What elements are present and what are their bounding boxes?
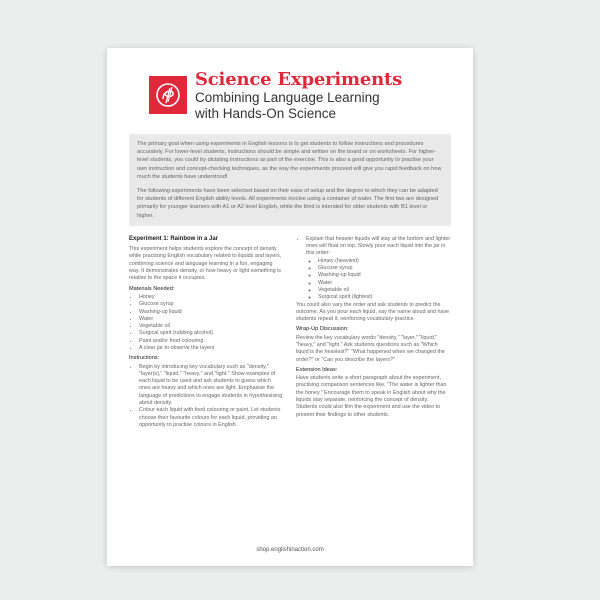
list-item: • Water — [139, 316, 284, 323]
list-item: ◦ Vegetable oil — [318, 287, 451, 294]
experiment-description: This experiment helps students explore the concept of density while practising English vocabulary related to liquids and layers, combining science and language learning in a fun, engaging way. It demonstrates density, or how heavy or light something is relative to the space it occupies. — [129, 246, 282, 282]
list-item: ◦ Washing-up liquid — [318, 272, 451, 279]
list-item: • Washing-up liquid — [139, 309, 284, 316]
page-subtitle-line-2: with Hands-On Science — [195, 106, 337, 121]
wrapup-heading: Wrap-Up Discussion: — [296, 326, 349, 333]
extension-text: Have students write a short paragraph about the experiment, practising comparison sentences like, "The water is lighter than the honey." Encourage them to speak in English about why the liquids stay separate, reinforcing the concept of density. Students could also film the experiment and use the video to present their findings to other students. — [296, 375, 447, 418]
header — [129, 70, 451, 122]
wrapup-text: Review the key vocabulary words "density," "layer," "liquid," "heavy," and "light." Ask students questions such as "Which liquid is the heaviest?" "What happened when we changed the order?" or "Can you describe the layers?" — [296, 334, 445, 363]
pour-order-list — [306, 258, 451, 302]
logo-mark — [154, 81, 182, 109]
experiment-heading: Experiment 1: Rainbow in a Jar — [129, 235, 219, 242]
explain-text: Explain that heavier liquids will stay at the bottom and lighter ones will float on top. Slowly pour each liquid into the jar in this order: — [306, 235, 451, 257]
list-item: • Begin by introducing key vocabulary such as "density," "layer(s)," "liquid," "heavy," and "light." Show examples of each liquid to be used and ask students to guess which ones are heavy and which ones are light. Emphasise the language of predictions to engage students in hypothesising about density. — [139, 364, 284, 408]
page-title: Science Experiments — [195, 69, 403, 90]
list-item: ◦ Water — [318, 280, 451, 287]
left-column — [129, 236, 284, 429]
list-item: ◦ Surgical spirit (lightest) — [318, 294, 451, 301]
intro-paragraph-2: The following experiments have been selected based on their ease of setup and the degree to which they can be adapted for students of different English ability levels. All experiments involve using a container of water. The first two are designed primarily for younger learners with A1 or A2 level English, while the third is intended for older students with B1 level or higher. — [137, 188, 439, 219]
list-item: ◦ Honey (heaviest) — [318, 258, 451, 265]
instructions-list — [129, 364, 284, 430]
list-item: • A clear jar to observe the layers — [139, 345, 284, 352]
list-item: • Paint and/or food colouring — [139, 338, 284, 345]
list-item: • Surgical spirit (rubbing alcohol) — [139, 330, 284, 337]
footer-url: shop.englishinaction.com — [256, 547, 324, 553]
intro-paragraph-1: The primary goal when using experiments in English lessons is to get students to follow instructions and procedures accurately. For lower-level students, instructions should be simple and written on the board or on worksheets. For higher-level students, you could try dictating instructions as part of the exercise. This is also a good opportunity to practise your own instruction and concept-checking techniques, as the way the experiments proceed will give you rapid feedback on how much the students have understood! — [137, 141, 442, 180]
materials-heading: Materials Needed: — [129, 285, 175, 292]
list-item: • Vegetable oil — [139, 323, 284, 330]
materials-list — [129, 294, 284, 352]
list-item: ◦ Glucose syrup — [318, 265, 451, 272]
list-item: • Honey — [139, 294, 284, 301]
english-in-action-logo-icon — [149, 76, 187, 114]
instructions-heading: Instructions: — [129, 355, 160, 362]
list-item — [306, 236, 451, 302]
vary-text: You could also vary the order and ask students to predict the outcome. As you pour each liquid, say the name aloud and have students repeat it, reinforcing vocabulary practice. — [296, 301, 450, 323]
worksheet-page — [107, 48, 473, 566]
intro-box — [129, 134, 451, 226]
list-item: • Glucose syrup — [139, 301, 284, 308]
extension-heading: Extension Ideas: — [296, 366, 338, 373]
content-columns — [129, 236, 451, 429]
list-item: • Colour each liquid with food colouring or paint. Let students choose their favourite colours for each liquid, providing an opportunity to practise colours in English. — [139, 407, 284, 429]
page-subtitle-line-1: Combining Language Learning — [195, 90, 380, 105]
right-column — [296, 236, 451, 429]
pour-order-bullet — [296, 236, 451, 302]
